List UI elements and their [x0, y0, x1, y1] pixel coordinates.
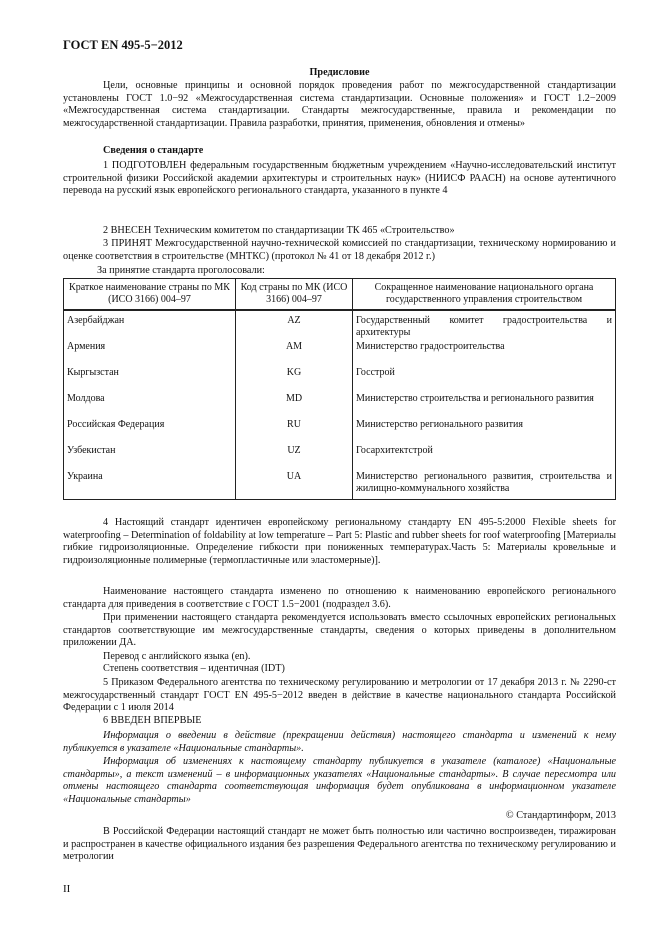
table-row — [64, 471, 616, 500]
table-row — [64, 367, 616, 393]
vote-table-header-row — [64, 279, 616, 311]
about-standard-title: Сведения о стандарте — [103, 145, 204, 156]
code-cell: AZ — [236, 310, 353, 341]
table-row — [64, 341, 616, 367]
about-item-2: 2 ВНЕСЕН Техническим комитетом по стандартизации ТК 465 «Строительство» — [103, 225, 455, 236]
table-row — [64, 419, 616, 445]
country-cell: Молдова — [64, 393, 236, 419]
header-body: Сокращенное наименование национального органа государственного управления строительством — [353, 279, 616, 311]
standard-code-header: ГОСТ EN 495-5−2012 — [63, 38, 183, 52]
info-publication-note: Информация о введении в действие (прекращении действия) настоящего стандарта и изменений к нему публикуется в указателе «Национальные стандарты». — [63, 730, 616, 754]
country-cell: Российская Федерация — [64, 419, 236, 445]
country-cell: Азербайджан — [64, 310, 236, 341]
code-cell: RU — [236, 419, 353, 445]
info-changes-note: Информация об изменениях к настоящему стандарту публикуется в указателе (каталоге) «Национальные стандарты», а текст изменений – в информационных указателях «Национальные стандарты». В случае пересмотра или отмены настоящего стандарта соответствующая информация будет опубликована в информационном указателе «Национальные стандарты» — [63, 756, 616, 805]
references-note: При применении настоящего стандарта рекомендуется использовать вместо ссылочных европейских региональных стандартов соответствующие им межгосударственные стандарты, сведения о которых приведены в дополнительном приложении ДА. — [63, 612, 616, 649]
code-cell: KG — [236, 367, 353, 393]
translation-note: Перевод с английского языка (en). — [103, 651, 251, 662]
code-cell: AM — [236, 341, 353, 367]
code-cell: MD — [236, 393, 353, 419]
reproduction-notice: В Российской Федерации настоящий стандарт не может быть полностью или частично воспроизведен, тиражирован и распространен в качестве официального издания без разрешения Федерального агентства по техническому регулированию и метрологии — [63, 826, 616, 863]
vote-table — [63, 278, 616, 500]
preface-intro: Цели, основные принципы и основной порядок проведения работ по межгосударственной стандартизации установлены ГОСТ 1.0−92 «Межгосударственная система стандартизации. Основные положения» и ГОСТ 1.2−2009 «Межгосударственная система стандартизации. Стандарты межгосударственные, правила и рекомендации по межгосударственной стандартизации. Правила разработки, принятия, применения, обновления и отмены» — [63, 80, 616, 129]
about-item-1: 1 ПОДГОТОВЛЕН федеральным государственным бюджетным учреждением «Научно-исследовательский институт строительной физики Российской академии архитектуры и строительных наук» (НИИСФ РААСН) на основе аутентичного перевода на русский язык европейского регионального стандарта, указанного в пункте 4 — [63, 160, 616, 197]
code-cell: UA — [236, 471, 353, 500]
header-country: Краткое наименование страны по МК (ИСО 3166) 004–97 — [64, 279, 236, 311]
preface-title: Предисловие — [309, 67, 370, 78]
name-change-note: Наименование настоящего стандарта изменено по отношению к наименованию европейского регионального стандарта для приведения в соответствие с ГОСТ 1.5−2001 (подраздел 3.6). — [63, 586, 616, 610]
page-number: II — [63, 883, 71, 895]
code-cell: UZ — [236, 445, 353, 471]
header-code: Код страны по МК (ИСО 3166) 004–97 — [236, 279, 353, 311]
country-cell: Кыргызстан — [64, 367, 236, 393]
body-cell: Министерство регионального развития — [353, 419, 616, 445]
copyright: © Стандартинформ, 2013 — [505, 810, 616, 821]
body-cell: Государственный комитет градостроительства и архитектуры — [353, 310, 616, 341]
body-cell: Госархитектстрой — [353, 445, 616, 471]
body-cell: Министерство градостроительства — [353, 341, 616, 367]
item-4-identity: 4 Настоящий стандарт идентичен европейскому региональному стандарту EN 495-5:2000 Flexible sheets for waterproofing – Determination of foldability at low temperature – Part 5: Plastic and rubber sheets for roof waterproofing [Материалы гибкие гидроизоляционные. Определение гибкости при пониженных температурах.Часть 5: Материалы кровельные и гидроизоляционные полимерные (термопластичные или эластомерные)]. — [63, 517, 616, 566]
body-cell: Министерство регионального развития, строительства и жилищно-коммунального хозяйства — [353, 471, 616, 500]
country-cell: Узбекистан — [64, 445, 236, 471]
item-5-order: 5 Приказом Федерального агентства по техническому регулированию и метрологии от 17 декабря 2013 г. № 2290-ст межгосударственный стандарт ГОСТ EN 495-5−2012 введен в действие в качестве национального стандарта Российской Федерации с 1 июля 2014 — [63, 677, 616, 714]
country-cell: Украина — [64, 471, 236, 500]
table-row — [64, 310, 616, 341]
body-cell: Госстрой — [353, 367, 616, 393]
table-row — [64, 393, 616, 419]
table-row — [64, 445, 616, 471]
degree-note: Степень соответствия – идентичная (IDT) — [103, 663, 285, 674]
voted-caption: За принятие стандарта проголосовали: — [97, 265, 265, 276]
item-6-first-introduced: 6 ВВЕДЕН ВПЕРВЫЕ — [103, 715, 202, 726]
country-cell: Армения — [64, 341, 236, 367]
about-item-3: 3 ПРИНЯТ Межгосударственной научно-технической комиссией по стандартизации, техническому нормированию и оценке соответствия в строительстве (МНТКС) (протокол № 41 от 18 декабря 2012 г.) — [63, 238, 616, 262]
body-cell: Министерство строительства и регионального развития — [353, 393, 616, 419]
